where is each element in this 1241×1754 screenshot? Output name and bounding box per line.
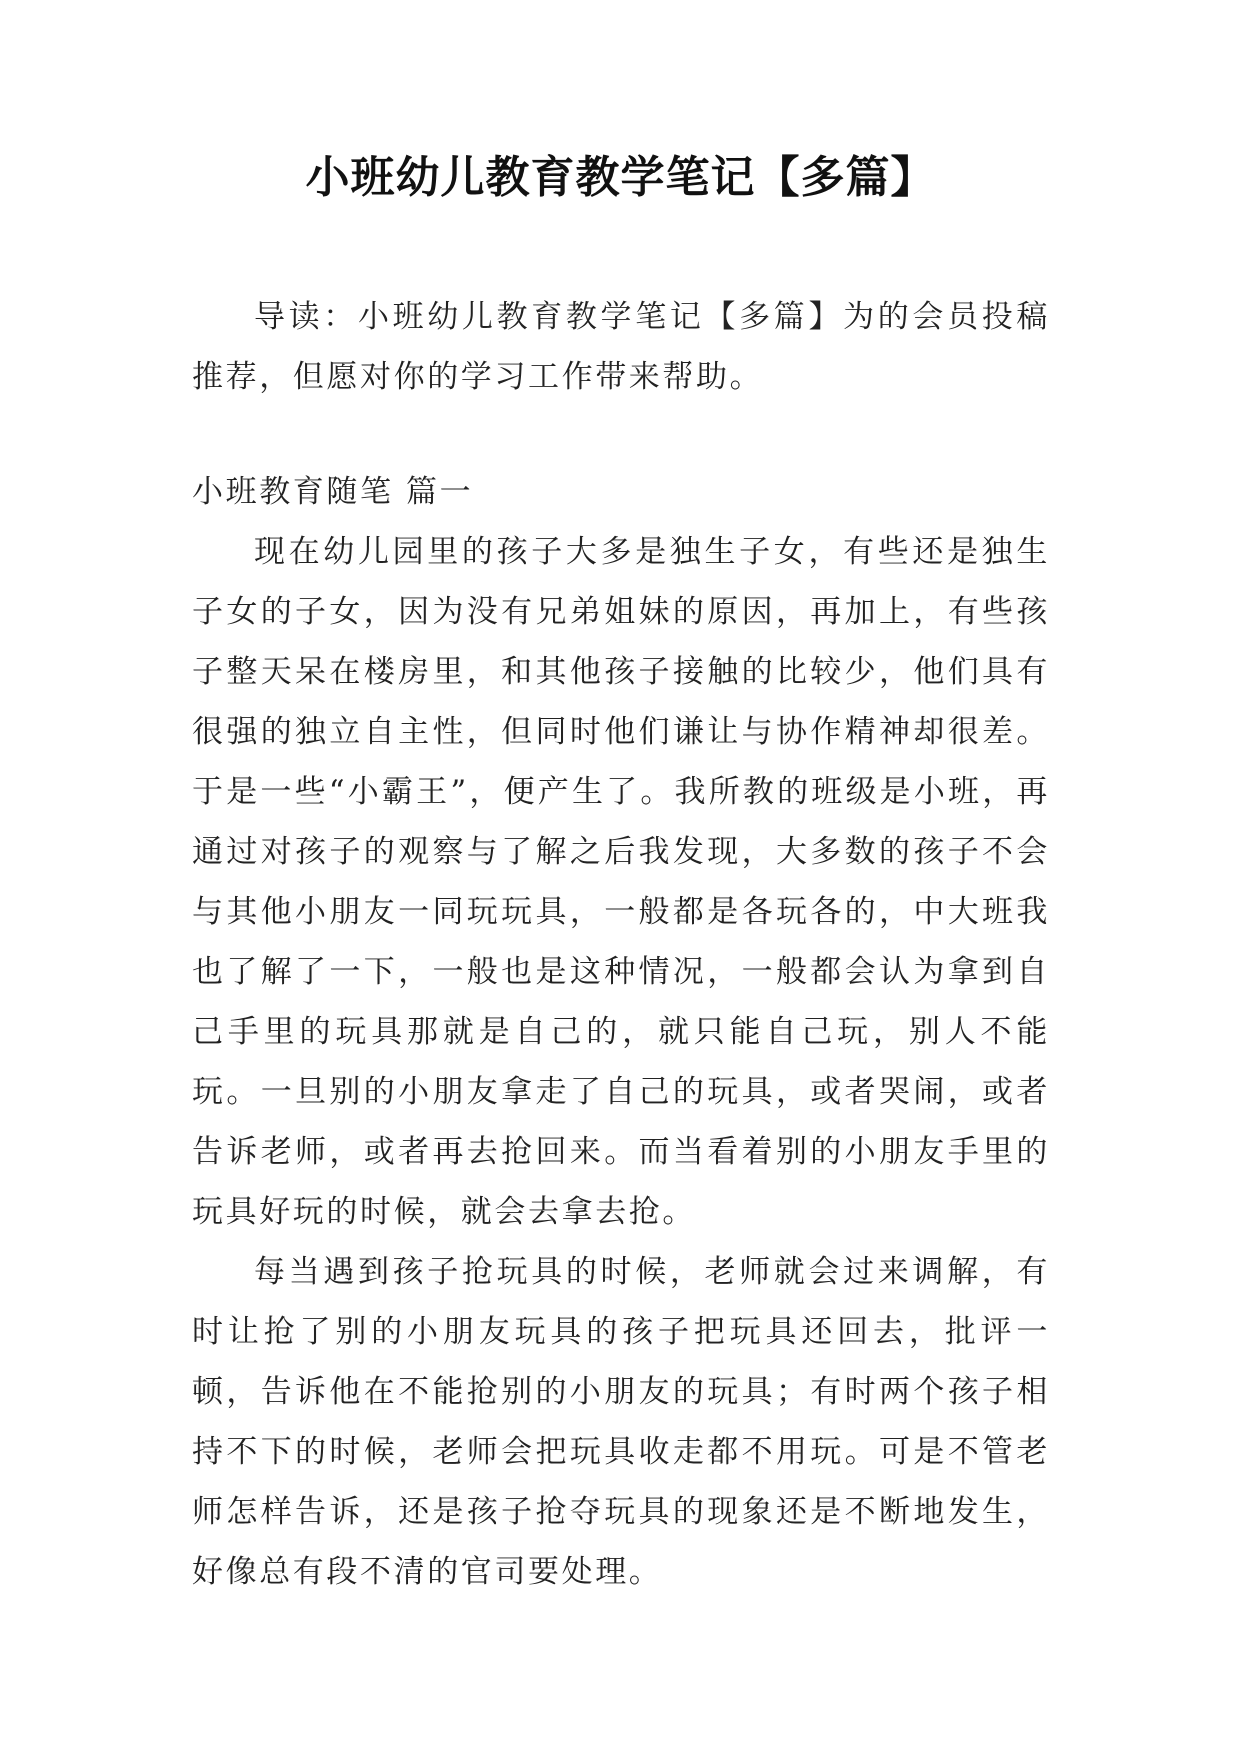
section: [192, 462, 1050, 1602]
body-paragraph: 现在幼儿园里的孩子大多是独生子女，有些还是独生子女的子女，因为没有兄弟姐妹的原因，再加上，有些孩子整天呆在楼房里，和其他孩子接触的比较少，他们具有很强的独立自主性，但同时他们谦让与协作精神却很差。于是一些“小霸王”，便产生了。我所教的班级是小班，再通过对孩子的观察与了解之后我发现，大多数的孩子不会与其他小朋友一同玩玩具，一般都是各玩各的，中大班我也了解了一下，一般也是这种情况，一般都会认为拿到自己手里的玩具那就是自己的，就只能自己玩，别人不能玩。一旦别的小朋友拿走了自己的玩具，或者哭闹，或者告诉老师，或者再去抢回来。而当看着别的小朋友手里的玩具好玩的时候，就会去拿去抢。: [192, 534, 1050, 1230]
body-paragraph: 每当遇到孩子抢玩具的时候，老师就会过来调解，有时让抢了别的小朋友玩具的孩子把玩具还回去，批评一顿，告诉他在不能抢别的小朋友的玩具；有时两个孩子相持不下的时候，老师会把玩具收走都不用玩。可是不管老师怎样告诉，还是孩子抢夺玩具的现象还是不断地发生，好像总有段不清的官司要处理。: [192, 1254, 1050, 1590]
document-title: 小班幼儿教育教学笔记【多篇】: [305, 152, 936, 203]
document-body: [192, 287, 1050, 1602]
section-heading: 小班教育随笔 篇一: [192, 474, 474, 510]
intro-paragraph: 导读：小班幼儿教育教学笔记【多篇】为的会员投稿推荐，但愿对你的学习工作带来帮助。: [192, 299, 1050, 395]
